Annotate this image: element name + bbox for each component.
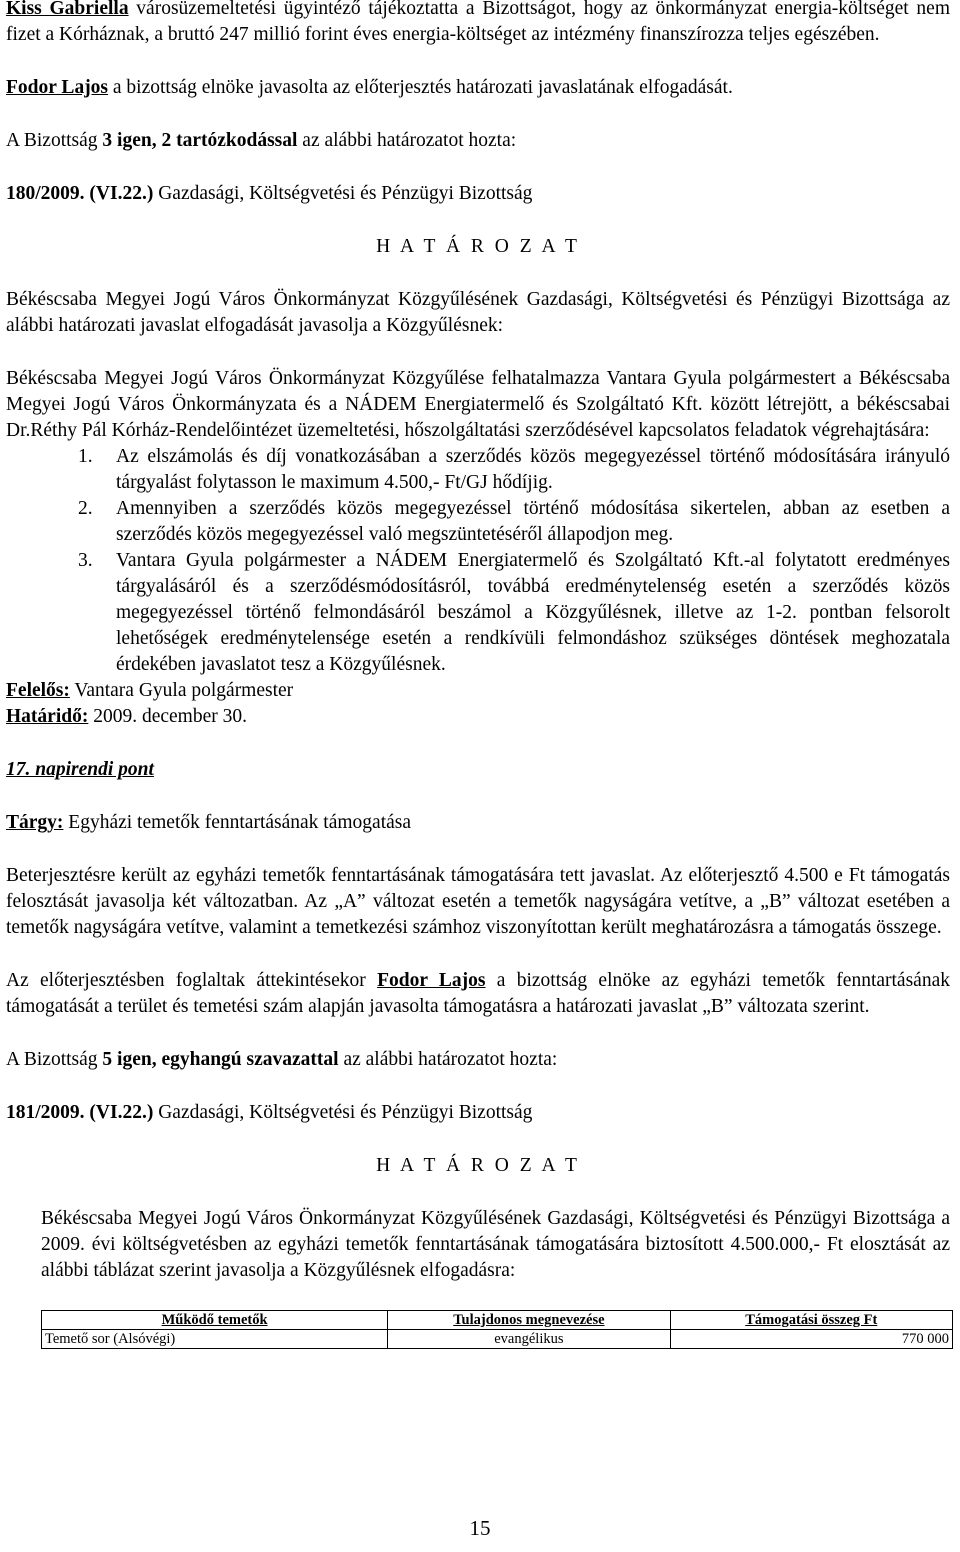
agenda-title: 17. napirendi pont	[6, 759, 154, 780]
committee-name: Gazdasági, Költségvetési és Pénzügyi Bizottság	[153, 183, 533, 204]
item-text: Az elszámolás és díj vonatkozásában a szerződés közös megegyezéssel történő módosítására irányuló tárgyalást folytasson le maximum 4.500,- Ft/GJ hődíjig.	[116, 446, 950, 493]
item-number: 3.	[78, 550, 93, 571]
committee-name: Gazdasági, Költségvetési és Pénzügyi Bizottság	[153, 1102, 533, 1123]
paragraph-text: városüzemeltetési ügyintéző tájékoztatta a Bizottságot, hogy az önkormányzat energia-költséget nem fizet a Kórháznak, a bruttó 247 millió forint éves energia-költséget az intézmény finanszírozza teljes egészében.	[6, 0, 951, 45]
column-header: Működő temetők	[42, 1311, 388, 1330]
paragraph-text: a bizottság elnöke az egyházi temetők fenntartásának támogatását a terület és temetési szám alapján javasolta támogatásra a határozati javaslat „B” változata szerint.	[6, 970, 950, 1017]
subject-line	[6, 810, 950, 836]
paragraph-proposal: Beterjesztésre került az egyházi temetők fenntartásának támogatására tett javaslat. Az előterjesztő 4.500 e Ft támogatás felosztását javasolja két változatban. Az „A” változat esetén a temetők nagyságára vetítve, a „B” változat esetében a temetők nagyságára vetítve, valamint a temetkezési számhoz viszonyítottan került meghatározásra a támogatás összege.	[6, 865, 950, 938]
item-number: 1.	[78, 446, 93, 467]
vote-text: az alábbi határozatot hozta:	[338, 1049, 558, 1070]
resolution-body-1: Békéscsaba Megyei Jogú Város Önkormányzat Közgyűlése felhatalmazza Vantara Gyula polgármestert a Békéscsaba Megyei Jogú Város Önkormányzata és a NÁDEM Energiatermelő és Szolgáltató Kft. között létrejött, a békéscsabai Dr.Réthy Pál Kórház-Rendelőintézet üzemeltetési, hőszolgáltatási szerződésével kapcsolatos feladatok végrehajtására:	[6, 368, 950, 441]
column-header: Támogatási összeg Ft	[670, 1311, 952, 1330]
item-number: 2.	[78, 498, 93, 519]
table-header-row	[42, 1311, 953, 1330]
list-item	[6, 496, 950, 548]
column-header: Tulajdonos megnevezése	[388, 1311, 670, 1330]
resolution-number: 181/2009. (VI.22.)	[6, 1102, 154, 1123]
paragraph-text: Az előterjesztésben foglaltak áttekintésekor	[6, 970, 378, 991]
responsible-line	[6, 678, 950, 704]
resolution-number: 180/2009. (VI.22.)	[6, 183, 154, 204]
page-number: 15	[469, 1516, 491, 1540]
vote-count: 3 igen, 2 tartózkodással	[102, 130, 298, 151]
vote-text: az alábbi határozatot hozta:	[297, 130, 517, 151]
resolution-intro-1: Békéscsaba Megyei Jogú Város Önkormányzat Közgyűlésének Gazdasági, Költségvetési és Pénzügyi Bizottsága az alábbi határozati javaslat elfogadását javasolja a Közgyűlésnek:	[6, 289, 950, 336]
vote-result-1	[6, 128, 950, 154]
deadline-line	[6, 704, 950, 730]
responsible-value: Vantara Gyula polgármester	[69, 680, 294, 701]
resolution-body-2: Békéscsaba Megyei Jogú Város Önkormányzat Közgyűlésének Gazdasági, Költségvetési és Pénzügyi Bizottsága a 2009. évi költségvetésben az egyházi temetők fenntartásának támogatására biztosított 4.500.000,- Ft elosztását az alábbi táblázat szerint javasolja a Közgyűlésnek elfogadásra:	[41, 1208, 950, 1281]
paragraph-kiss-gabriella	[6, 0, 950, 48]
resolution-header-1	[6, 181, 950, 207]
vote-text: A Bizottság	[6, 1049, 103, 1070]
resolution-heading-1: H A T Á R O Z A T	[376, 236, 580, 257]
person-name: Fodor Lajos	[6, 77, 109, 98]
deadline-label: Határidő:	[6, 706, 89, 727]
deadline-value: 2009. december 30.	[88, 706, 247, 727]
vote-count: 5 igen, egyhangú szavazattal	[102, 1049, 339, 1070]
subject-value: Egyházi temetők fenntartásának támogatása	[63, 812, 412, 833]
resolution-items	[6, 444, 950, 678]
paragraph-review	[6, 968, 950, 1020]
support-table	[41, 1310, 953, 1349]
subject-label: Tárgy:	[6, 812, 64, 833]
document-page	[6, 0, 950, 1349]
resolution-heading-2: H A T Á R O Z A T	[376, 1155, 580, 1176]
list-item	[6, 444, 950, 496]
table-cell: 770 000	[670, 1330, 952, 1349]
item-text: Amennyiben a szerződés közös megegyezéssel történő módosítása sikertelen, abban az esetben a szerződés közös megegyezéssel való megszüntetéséről állapodjon meg.	[116, 498, 950, 545]
responsible-label: Felelős:	[6, 680, 70, 701]
vote-result-2	[6, 1047, 950, 1073]
person-name: Kiss Gabriella	[6, 0, 129, 19]
table-row	[42, 1330, 953, 1349]
table-cell: evangélikus	[388, 1330, 670, 1349]
vote-text: A Bizottság	[6, 130, 103, 151]
person-name: Fodor Lajos	[377, 970, 486, 991]
table-cell: Temető sor (Alsóvégi)	[42, 1330, 388, 1349]
paragraph-fodor-lajos	[6, 75, 950, 101]
resolution-header-2	[6, 1100, 950, 1126]
item-text: Vantara Gyula polgármester a NÁDEM Energiatermelő és Szolgáltató Kft.-al folytatott eredményes tárgyalásáról és a szerződésmódosításról, továbbá eredménytelenség esetén a szerződés közös megegyezéssel történő felmondásáról beszámol a Közgyűlésnek, illetve az 1-2. pontban felsorolt lehetőségek eredménytelensége esetén a rendkívüli felmondáshoz szükséges döntések meghozatala érdekében javaslatot tesz a Közgyűlésnek.	[116, 550, 950, 675]
paragraph-text: a bizottság elnöke javasolta az előterjesztés határozati javaslatának elfogadását.	[108, 77, 733, 98]
list-item	[6, 548, 950, 678]
